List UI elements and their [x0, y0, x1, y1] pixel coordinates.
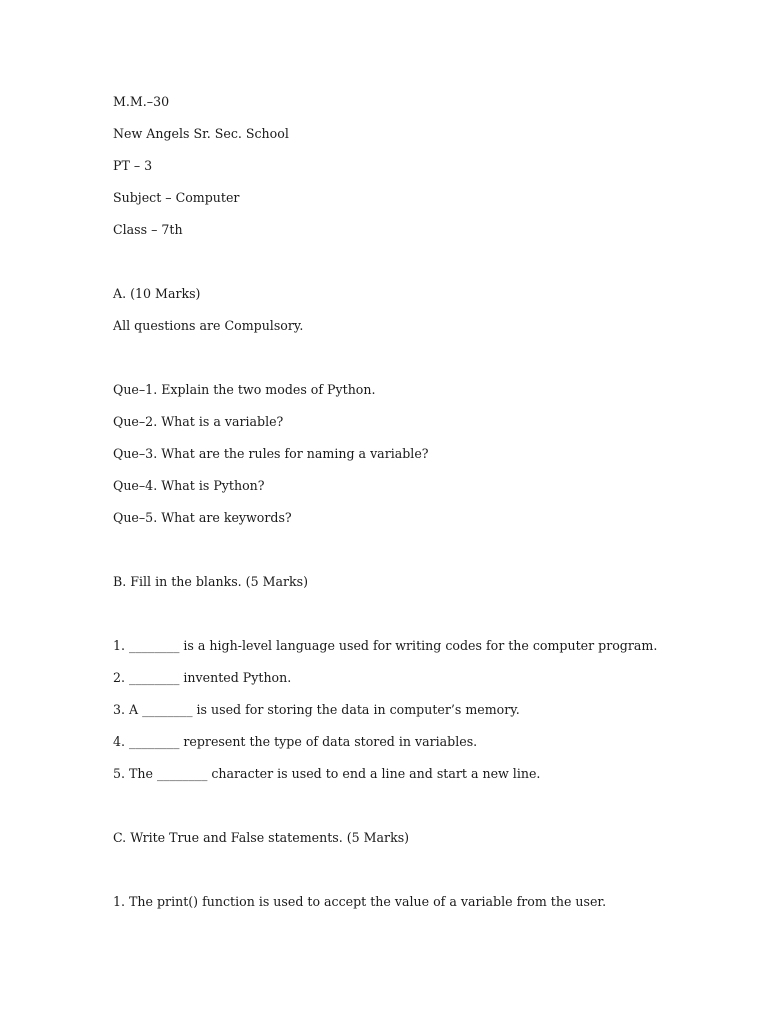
fill-blank-item: 5. The ________ character is used to end a line and start a new line. [113, 766, 541, 781]
question-item: Que–5. What are keywords? [113, 510, 292, 525]
fill-blank-item: 4. ________ represent the type of data stored in variables. [113, 734, 478, 749]
max-marks: M.M.–30 [113, 94, 170, 109]
class-label: Class – 7th [113, 222, 183, 237]
fill-blank-item: 1. ________ is a high-level language used for writing codes for the computer program. [113, 638, 658, 653]
section-a-instruction: All questions are Compulsory. [113, 318, 304, 333]
section-c-title: C. Write True and False statements. (5 Marks) [113, 830, 410, 845]
section-a-title: A. (10 Marks) [113, 286, 201, 301]
question-item: Que–1. Explain the two modes of Python. [113, 382, 376, 397]
section-b-title: B. Fill in the blanks. (5 Marks) [113, 574, 309, 589]
school-name: New Angels Sr. Sec. School [113, 126, 289, 141]
question-item: Que–2. What is a variable? [113, 414, 284, 429]
test-name: PT – 3 [113, 158, 153, 173]
question-item: Que–4. What is Python? [113, 478, 265, 493]
true-false-item: 1. The print() function is used to accept the value of a variable from the user. [113, 894, 607, 909]
fill-blank-item: 2. ________ invented Python. [113, 670, 292, 685]
question-item: Que–3. What are the rules for naming a variable? [113, 446, 429, 461]
subject: Subject – Computer [113, 190, 240, 205]
fill-blank-item: 3. A ________ is used for storing the data in computer’s memory. [113, 702, 520, 717]
